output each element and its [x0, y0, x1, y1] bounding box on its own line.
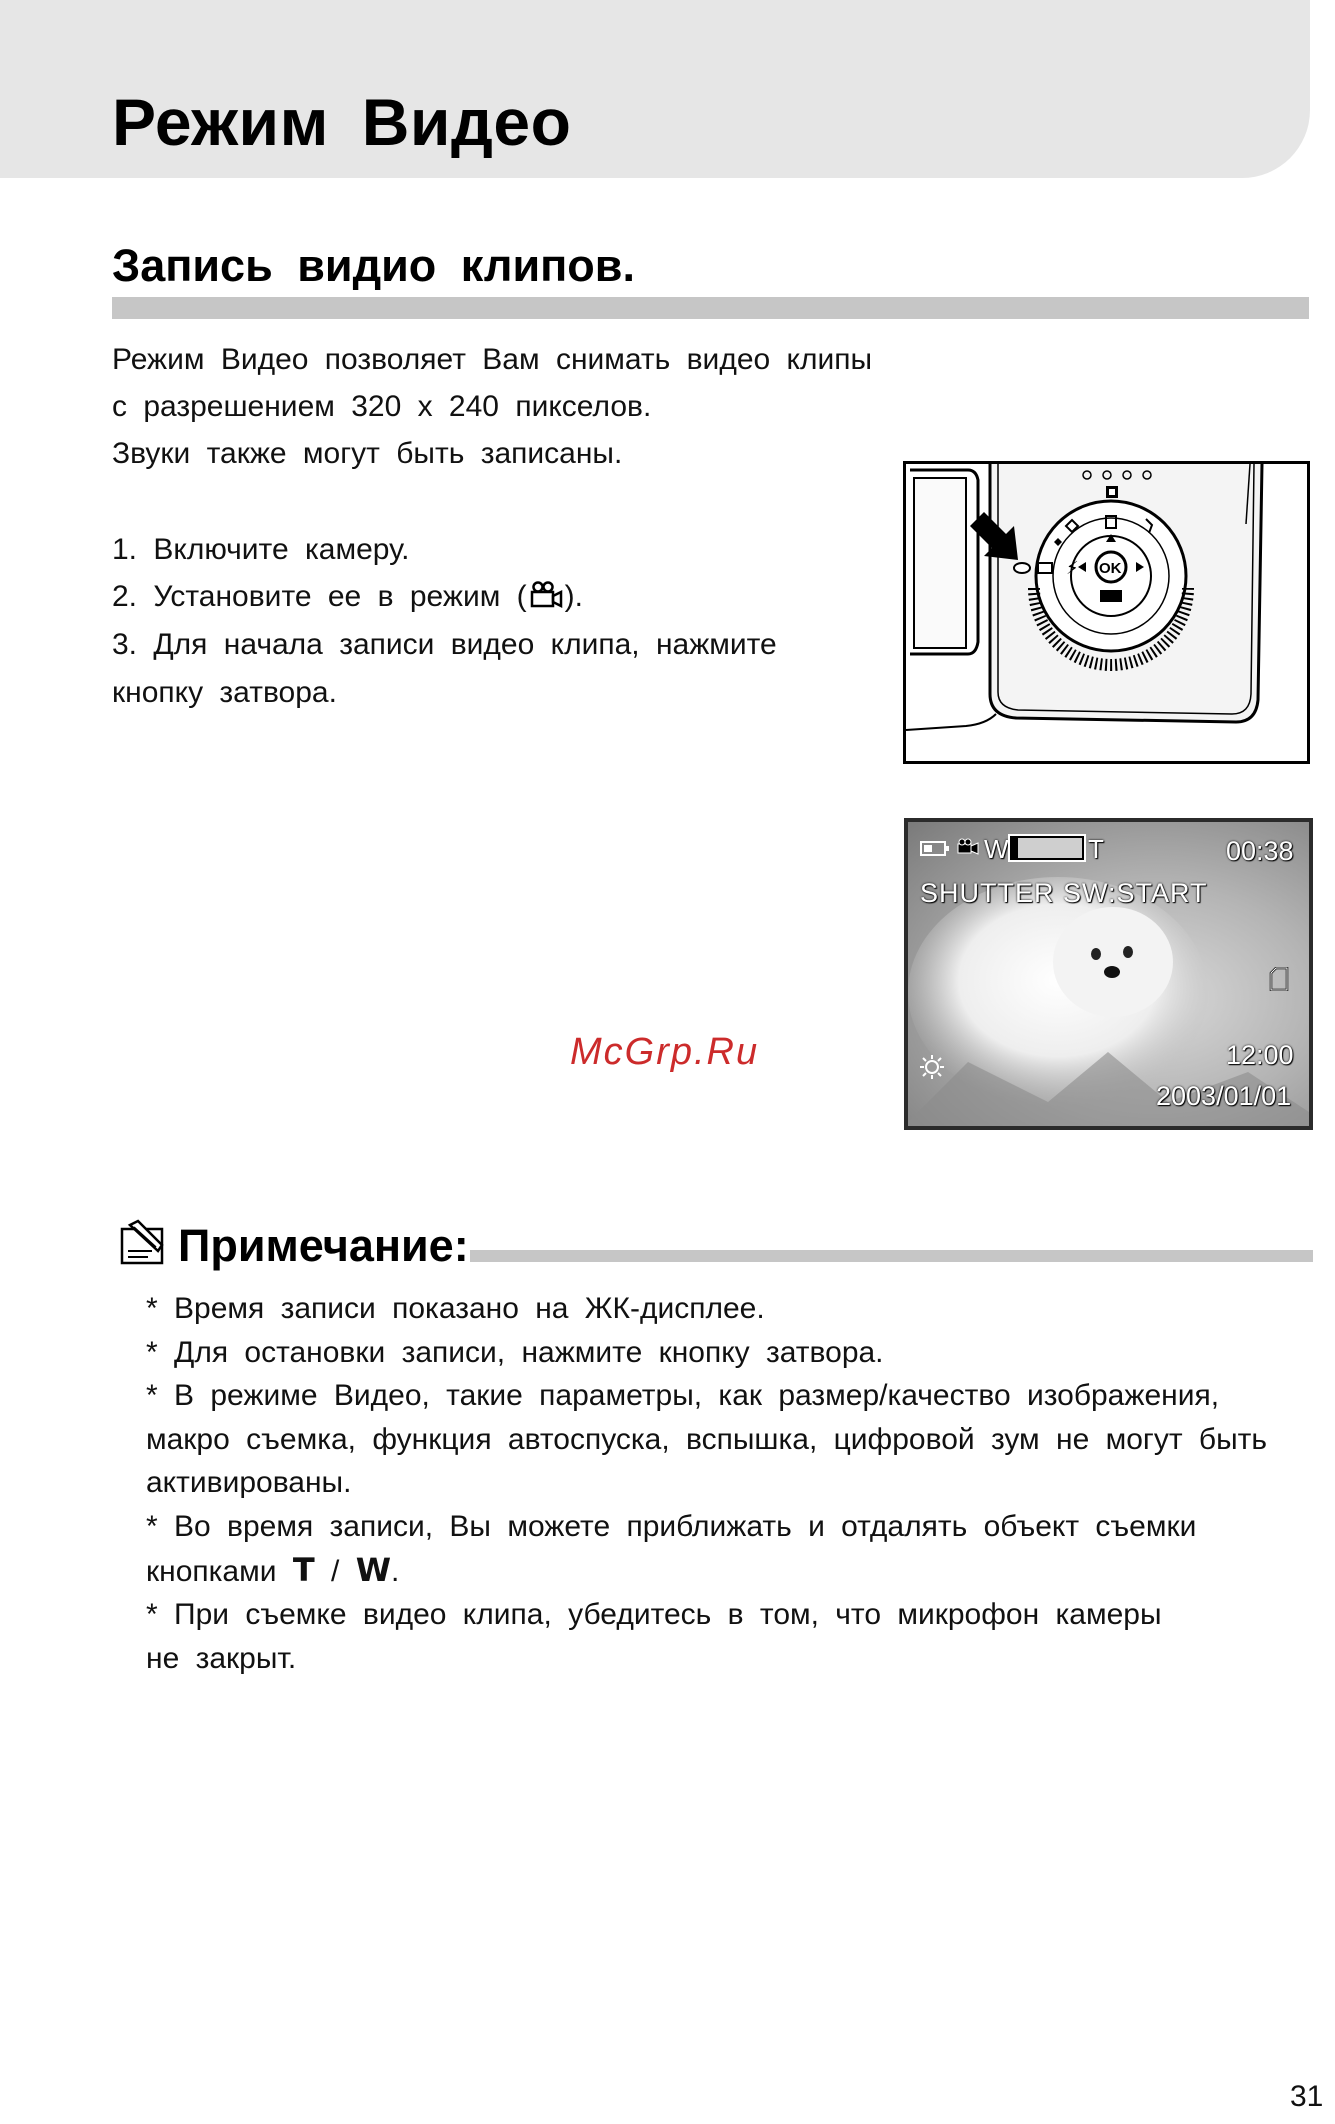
- record-time: 00:38: [1226, 836, 1294, 866]
- note-item: * Для остановки записи, нажмите кнопку затвора.: [146, 1335, 884, 1369]
- step-3: 3. Для начала записи видео клипа, нажмите: [112, 628, 777, 661]
- note-item: * При съемке видео клипа, убедитесь в том, что микрофон камеры: [146, 1598, 1162, 1632]
- note-item-cont: не закрыт.: [146, 1641, 297, 1675]
- step-3-cont: кнопку затвора.: [112, 676, 337, 709]
- section-title: Запись видио клипов.: [112, 240, 635, 291]
- lcd-screen-illustration: [904, 818, 1313, 1130]
- note-item-cont: активированы.: [146, 1466, 352, 1500]
- svg-text:OK: OK: [1099, 560, 1122, 577]
- note-item-cont: [146, 1549, 1326, 1594]
- step-2-suffix: ).: [564, 580, 583, 613]
- step-1: 1. Включите камеру.: [112, 533, 410, 566]
- section-rule: [112, 297, 1309, 319]
- zoom-t-label: T: [1088, 834, 1104, 864]
- battery-icon: [920, 840, 950, 858]
- note-title: Примечание:: [178, 1220, 469, 1271]
- wide-button-label: W: [355, 1550, 391, 1589]
- date: 2003/01/01: [1156, 1081, 1292, 1111]
- note-list: [146, 1287, 1326, 1680]
- shutter-prompt: SHUTTER SW:START: [920, 878, 1208, 908]
- intro-line-2: с разрешением 320 х 240 пикселов.: [112, 390, 652, 423]
- step-2-text: 2. Установите ее в режим (: [112, 580, 527, 613]
- zoom-bar: [1010, 836, 1084, 860]
- white-balance-icon: [920, 1055, 944, 1079]
- zoom-bar-fill: [1012, 838, 1018, 858]
- camera-mode-dial-illustration: [903, 461, 1310, 764]
- note-item: * Во время записи, Вы можете приближать и отдалять объект съемки: [146, 1509, 1197, 1543]
- page-number: 31: [1290, 2080, 1324, 2113]
- note-pencil-icon: [118, 1219, 170, 1267]
- note-item-text: кнопками: [146, 1554, 277, 1588]
- tw-separator: /: [331, 1554, 340, 1588]
- camera-dial-drawing: [906, 464, 1307, 761]
- note-rule: [470, 1250, 1313, 1262]
- note-item-cont: макро съемка, функция автоспуска, вспышка, цифровой зум не могут быть: [146, 1422, 1268, 1456]
- movie-camera-icon: [956, 838, 980, 858]
- tele-button-label: T: [292, 1550, 315, 1589]
- zoom-w-label: W: [984, 834, 1009, 864]
- svg-text:⚡: ⚡: [1066, 558, 1079, 579]
- note-item: * Время записи показано на ЖК-дисплее.: [146, 1292, 765, 1325]
- movie-mode-icon: [529, 581, 563, 611]
- watermark: McGrp.Ru: [570, 1031, 760, 1073]
- intro-line-3: Звуки также могут быть записаны.: [112, 437, 623, 470]
- clock: 12:00: [1226, 1040, 1294, 1070]
- tw-end: .: [390, 1554, 400, 1588]
- step-2: [112, 579, 583, 615]
- intro-line-1: Режим Видео позволяет Вам снимать видео клипы: [112, 343, 873, 376]
- memory-card-icon: [1269, 967, 1289, 991]
- page-title: Режим Видео: [112, 85, 572, 159]
- note-item: * В режиме Видео, такие параметры, как размер/качество изображения,: [146, 1379, 1220, 1413]
